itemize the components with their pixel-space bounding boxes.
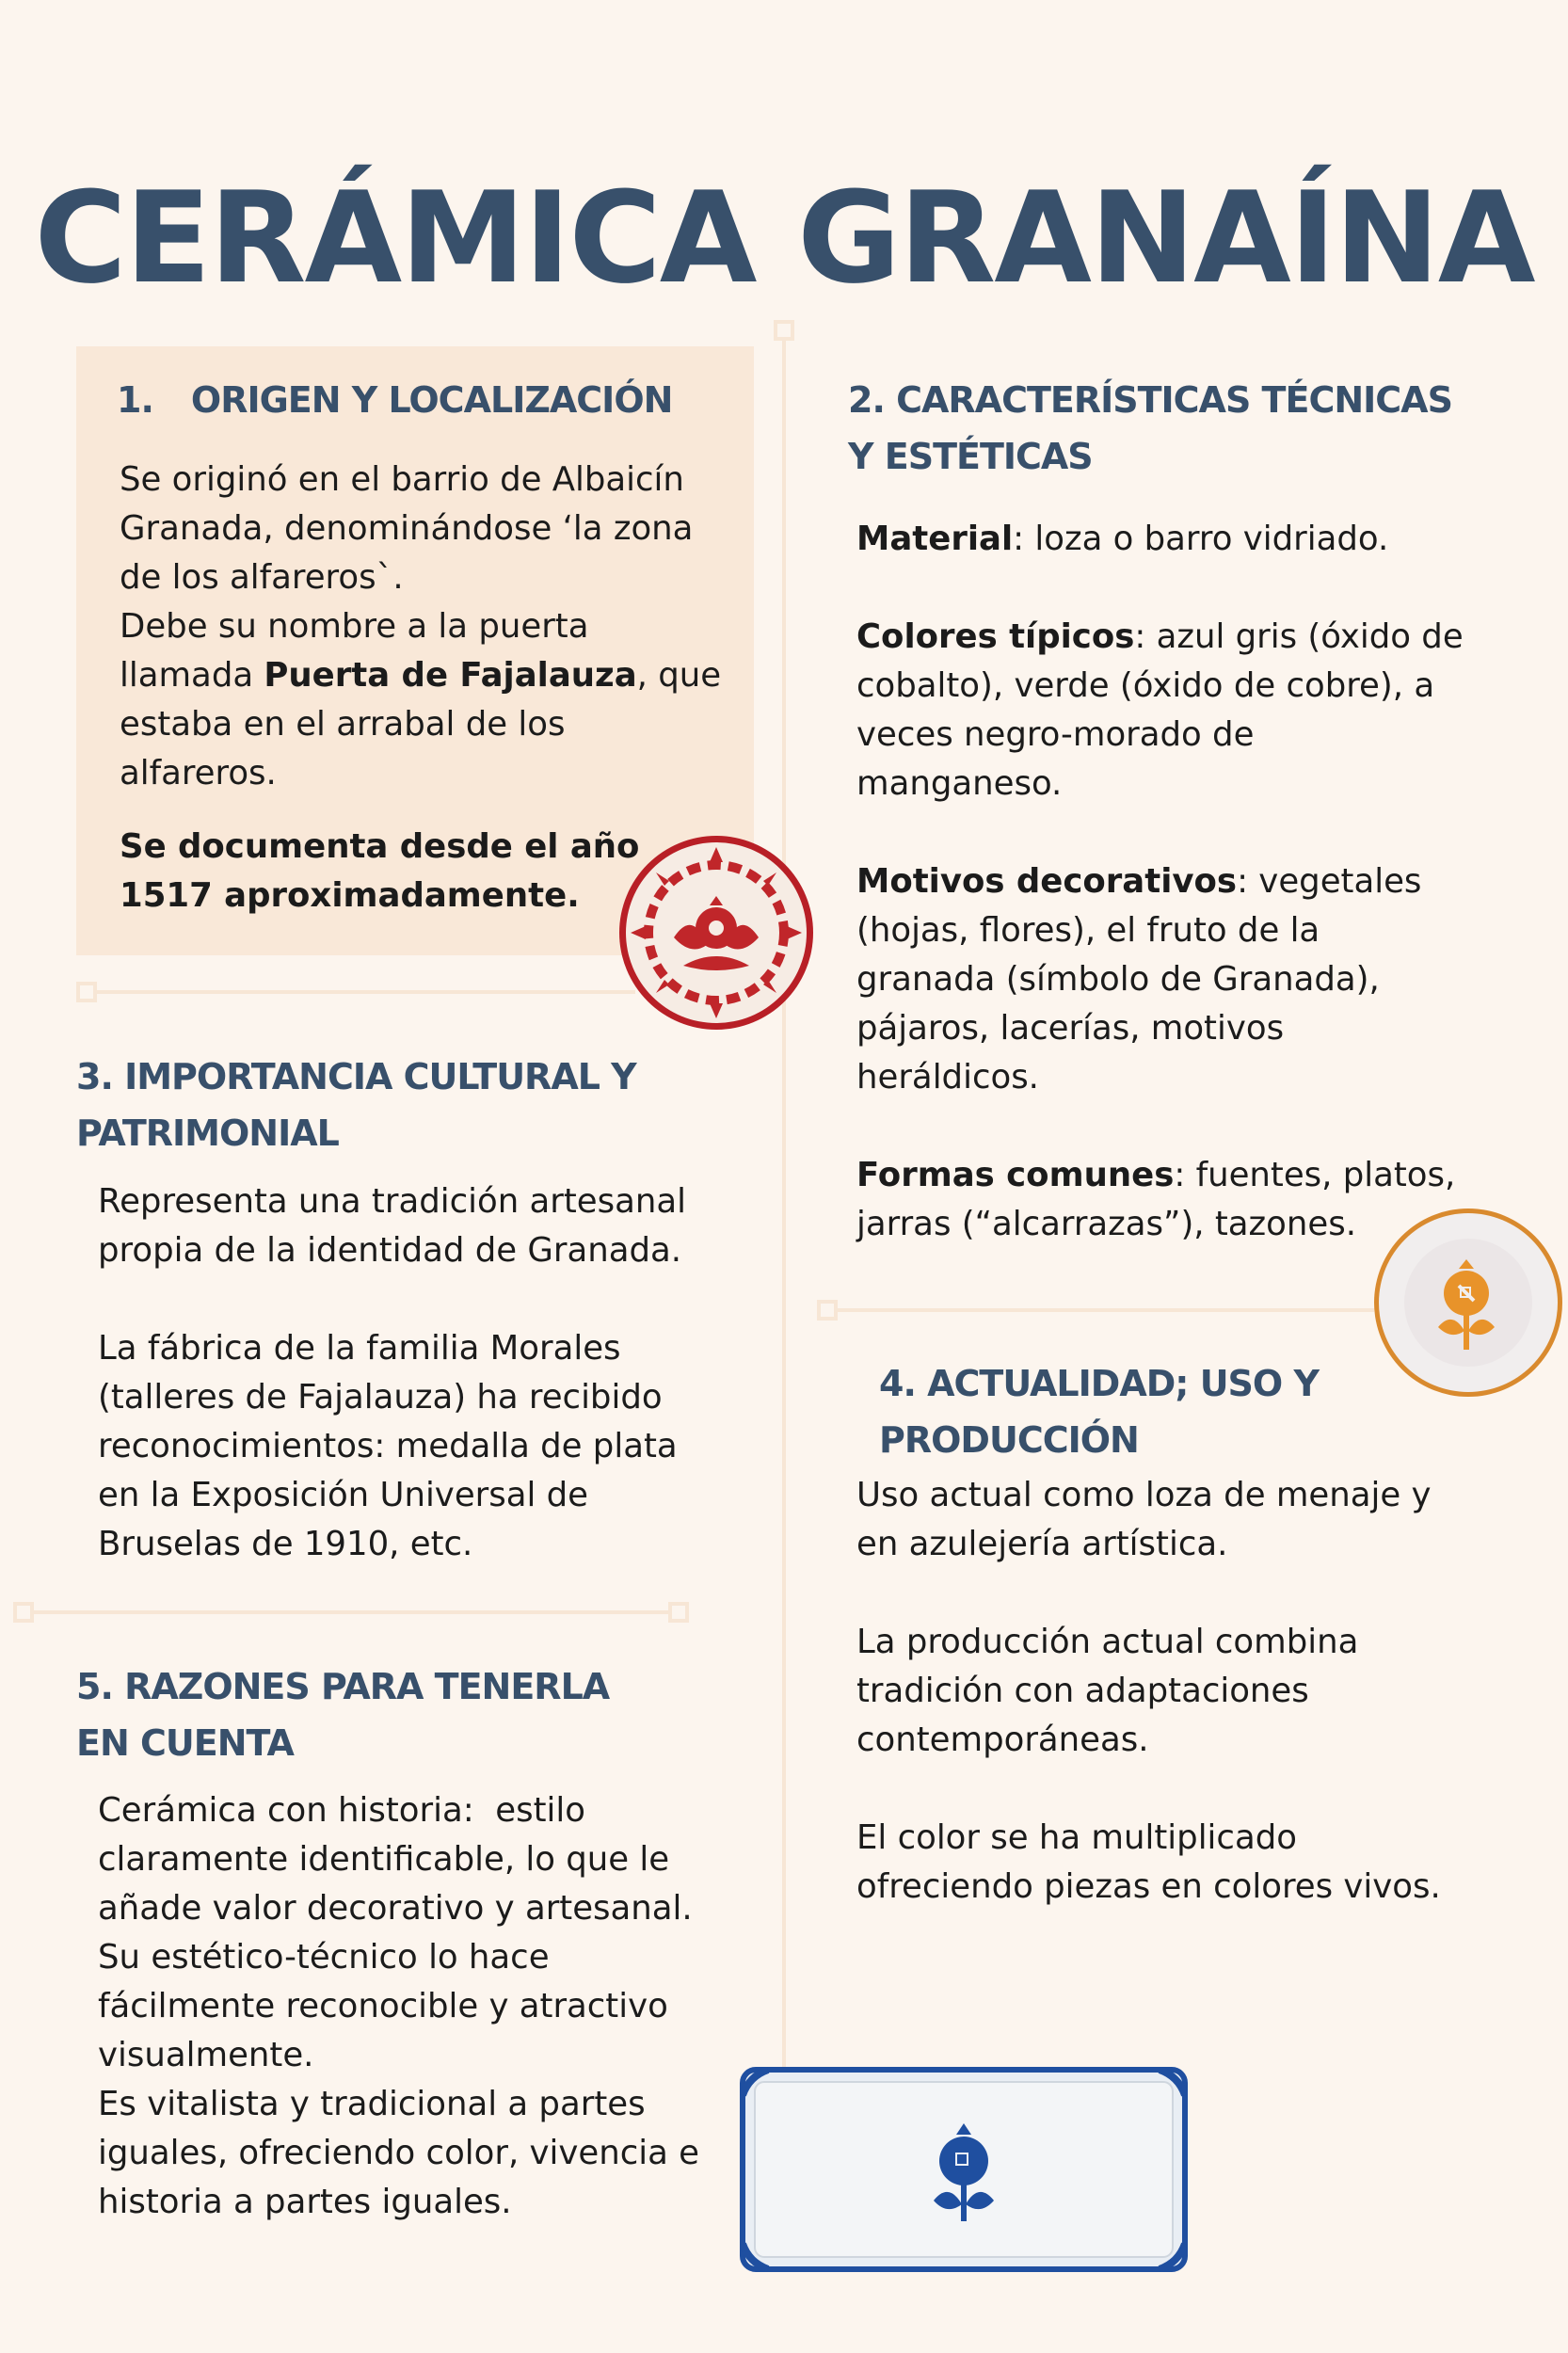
text-line: jarras (“alcarrazas”), tazones. (856, 1205, 1357, 1243)
text-line: La producción actual combina (856, 1623, 1359, 1661)
horizontal-divider (828, 1308, 1374, 1312)
heading-line: PATRIMONIAL (76, 1112, 339, 1154)
divider-node (76, 982, 97, 1002)
text-span: , que (636, 656, 722, 695)
text-line: historia a partes iguales. (98, 2183, 512, 2221)
text-line (856, 515, 1515, 564)
text-span: : loza o barro vidriado. (1013, 520, 1389, 558)
text-line (856, 1151, 1515, 1200)
heading-line: Y ESTÉTICAS (848, 436, 1093, 477)
text-line: cobalto), verde (óxido de cobre), a (856, 666, 1435, 705)
text-line: granada (símbolo de Granada), (856, 960, 1380, 999)
section-actualidad-body (856, 1471, 1515, 1912)
text-line: en la Exposición Universal de (98, 1476, 589, 1514)
divider-node (13, 1602, 34, 1623)
text-line (856, 613, 1515, 662)
section-importance-heading (76, 1048, 735, 1161)
text-line: Se originó en el barrio de Albaicín (120, 460, 684, 499)
text-line: Debe su nombre a la puerta (120, 607, 589, 646)
heading-line: 4. ACTUALIDAD; USO Y (879, 1363, 1319, 1404)
text-line: pájaros, lacerías, motivos (856, 1009, 1285, 1048)
section-importance-body (98, 1177, 738, 1569)
text-line: 1517 aproximadamente. (120, 876, 580, 915)
section-number: 1. (117, 379, 153, 421)
text-line: reconocimientos: medalla de plata (98, 1427, 678, 1465)
bold-label: Colores típicos (856, 617, 1135, 656)
text-line: ofreciendo piezas en colores vivos. (856, 1867, 1441, 1906)
divider-node (668, 1602, 689, 1623)
text-span: : azul gris (óxido de (1134, 617, 1464, 656)
text-line: Cerámica con historia: estilo (98, 1791, 585, 1830)
blue-tray-image (740, 2067, 1188, 2272)
section-characteristics-body (856, 515, 1515, 1249)
bold-label: Material (856, 520, 1014, 558)
page-title: CERÁMICA GRANAÍNA (34, 165, 1534, 312)
text-line: Su estético-técnico lo hace (98, 1938, 550, 1977)
text-line: Bruselas de 1910, etc. (98, 1525, 473, 1563)
text-line: añade valor decorativo y artesanal. (98, 1889, 693, 1928)
text-span: : vegetales (1237, 862, 1422, 901)
divider-node (817, 1300, 838, 1321)
text-line (120, 651, 731, 700)
text-line (856, 857, 1515, 906)
text-line: (talleres de Fajalauza) ha recibido (98, 1378, 663, 1417)
section-actualidad-heading (879, 1355, 1538, 1468)
heading-line: 2. CARACTERÍSTICAS TÉCNICAS (848, 379, 1452, 421)
text-line: manganeso. (856, 764, 1063, 803)
pomegranate-plate-icon (617, 834, 815, 1032)
text-span: llamada (120, 656, 264, 695)
bold-label: Formas comunes (856, 1156, 1175, 1194)
text-line: tradición con adaptaciones (856, 1672, 1309, 1710)
bold-label: Motivos decorativos (856, 862, 1238, 901)
text-line: estaba en el arrabal de los (120, 705, 566, 744)
text-line: Se documenta desde el año (120, 827, 640, 866)
text-line: claramente identificable, lo que le (98, 1840, 670, 1879)
heading-line: EN CUENTA (76, 1722, 294, 1764)
section-heading-text: ORIGEN Y LOCALIZACIÓN (190, 379, 673, 421)
text-line: alfareros. (120, 754, 277, 792)
pomegranate-tray-icon (740, 2067, 1188, 2272)
text-line: visualmente. (98, 2036, 314, 2074)
text-span: : fuentes, platos, (1174, 1156, 1456, 1194)
section-characteristics-heading (848, 372, 1544, 485)
section-reasons-heading (76, 1658, 735, 1771)
text-line: iguales, ofreciendo color, vivencia e (98, 2134, 700, 2172)
text-line: Es vitalista y tradicional a partes (98, 2085, 646, 2123)
text-line: veces negro-morado de (856, 715, 1255, 754)
text-line: heráldicos. (856, 1058, 1039, 1096)
text-line: fácilmente reconocible y atractivo (98, 1987, 668, 2025)
heading-line: 3. IMPORTANCIA CULTURAL Y (76, 1056, 636, 1097)
section-origin-heading (117, 372, 672, 428)
red-plate-image (617, 834, 815, 1032)
text-line: Uso actual como loza de menaje y (856, 1476, 1432, 1514)
text-line: El color se ha multiplicado (856, 1818, 1297, 1857)
text-line: La fábrica de la familia Morales (98, 1329, 621, 1368)
horizontal-divider (26, 1610, 681, 1614)
text-line: en azulejería artística. (856, 1525, 1228, 1563)
text-line: propia de la identidad de Granada. (98, 1231, 682, 1270)
divider-node-top (774, 320, 794, 341)
horizontal-divider (89, 990, 635, 994)
text-line: Representa una tradición artesanal (98, 1182, 686, 1221)
text-line: (hojas, flores), el fruto de la (856, 911, 1320, 950)
text-line: Granada, denominándose ‘la zona (120, 509, 694, 548)
text-line: contemporáneas. (856, 1721, 1149, 1759)
section-reasons-body (98, 1786, 738, 2227)
heading-line: 5. RAZONES PARA TENERLA (76, 1666, 610, 1707)
vertical-divider (782, 329, 786, 2118)
heading-line: PRODUCCIÓN (879, 1419, 1139, 1461)
bold-text: Puerta de Fajalauza (264, 656, 637, 695)
text-line: de los alfareros`. (120, 558, 404, 597)
